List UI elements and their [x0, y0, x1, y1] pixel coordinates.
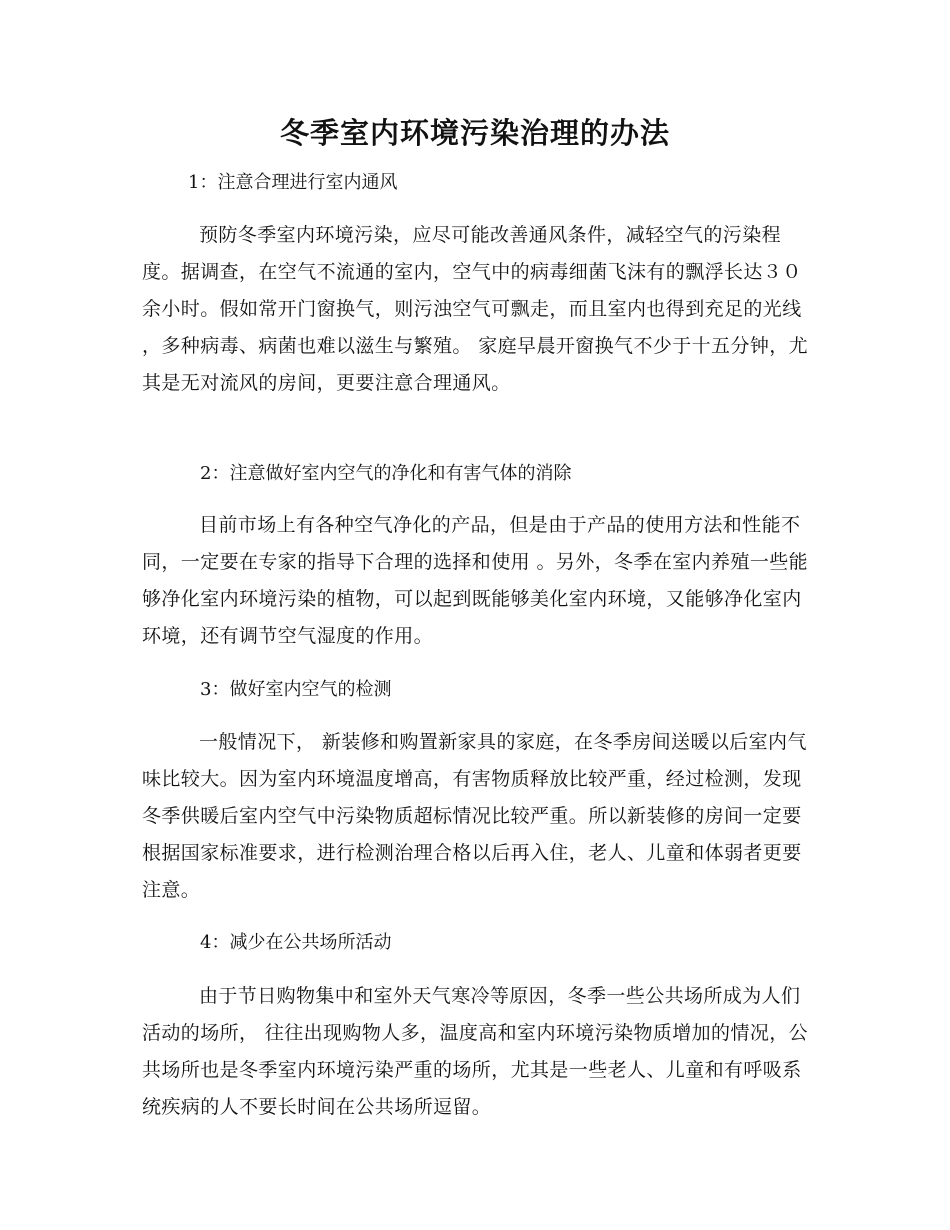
section-body-1: 预防冬季室内环境污染，应尽可能改善通风条件，减轻空气的污染程度。据调查，在空气不流通的室内，空气中的病毒细菌飞沫有的飘浮长达３０余小时。假如常开门窗换气，则污浊空气可飘走，而且室内也得到充足的光线 ，多种病毒、病菌也难以滋生与繁殖。 家庭早晨开窗换气不少于十五分钟，尤其是无对流风的房间，更要注意合理通风。 — [142, 224, 809, 394]
section-heading-1: 1：注意合理进行室内通风 — [188, 172, 398, 193]
section-heading-3: 3：做好室内空气的检测 — [200, 679, 392, 700]
section-body-4: 由于节日购物集中和室外天气寒冷等原因，冬季一些公共场所成为人们活动的场所， 往往出现购物人多，温度高和室内环境污染物质增加的情况，公共场所也是冬季室内环境污染严重的场所，尤其是一些老人、儿童和有呼吸系统疾病的人不要长时间在公共场所逗留。 — [142, 985, 809, 1118]
section-body-3: 一般情况下， 新装修和购置新家具的家庭，在冬季房间送暖以后室内气味比较大。因为室内环境温度增高，有害物质释放比较严重，经过检测，发现冬季供暖后室内空气中污染物质超标情况比较严重。所以新装修的房间一定要根据国家标准要求，进行检测治理合格以后再入住，老人、儿童和体弱者更要注意。 — [142, 731, 807, 901]
document-title: 冬季室内环境污染治理的办法 — [279, 116, 670, 150]
section-heading-2: 2：注意做好室内空气的净化和有害气体的消除 — [200, 463, 572, 484]
section-heading-4: 4：减少在公共场所活动 — [200, 932, 392, 953]
section-body-2: 目前市场上有各种空气净化的产品，但是由于产品的使用方法和性能不同，一定要在专家的指导下合理的选择和使用 。另外，冬季在室内养殖一些能够净化室内环境污染的植物，可以起到既能够美化室内环境，又能够净化室内环境，还有调节空气湿度的作用。 — [142, 514, 809, 647]
